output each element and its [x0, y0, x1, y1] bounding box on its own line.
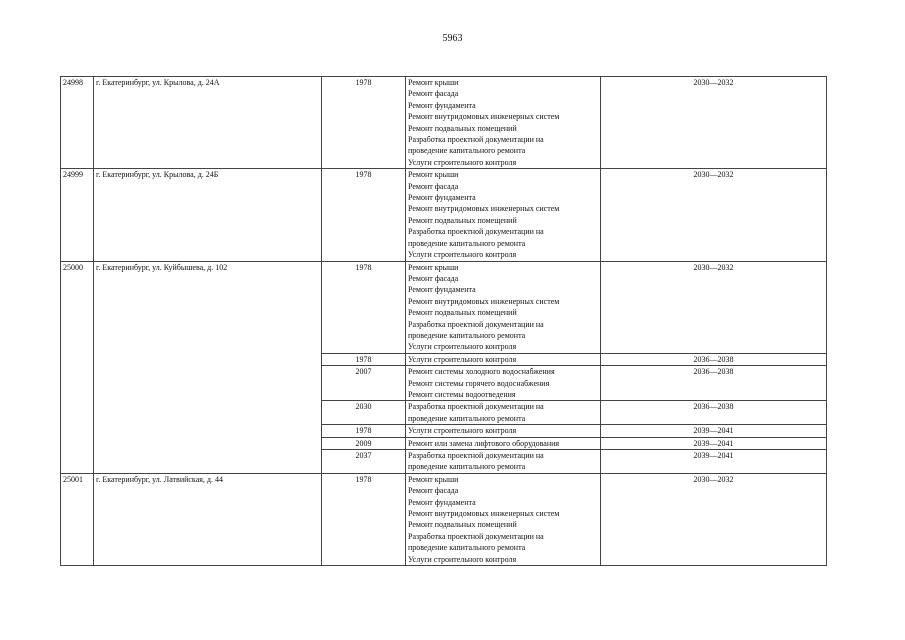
repair-year: 1978: [322, 353, 406, 365]
repair-year: 1978: [322, 261, 406, 353]
repair-period: 2030—2032: [601, 77, 827, 169]
repair-works: [406, 437, 601, 449]
repair-period: 2039—2041: [601, 425, 827, 437]
repair-work-item: Ремонт крыши: [408, 262, 459, 272]
repair-work-item: Ремонт системы горячего водоснабжения: [408, 378, 550, 388]
repair-year: 2030: [322, 401, 406, 425]
repair-work-item: Ремонт подвальных помещений: [408, 308, 517, 318]
table-row: [61, 261, 827, 353]
repair-work-item: Услуги строительного контроля: [408, 250, 517, 260]
repair-work-item: Ремонт фундамента: [408, 100, 476, 110]
table-row: [61, 473, 827, 565]
repair-works: [406, 353, 601, 365]
repair-work-item: Ремонт системы водоотведения: [408, 389, 516, 399]
repair-work-item: Разработка проектной документации на: [408, 227, 544, 237]
repair-work-item: проведение капитального ремонта: [408, 413, 526, 423]
repair-year: 2007: [322, 366, 406, 401]
repair-period: 2039—2041: [601, 437, 827, 449]
repair-year: 1978: [322, 169, 406, 261]
repair-work-item: Ремонт фасада: [408, 181, 459, 191]
page-number: 5963: [442, 33, 463, 44]
repair-work-item: Разработка проектной документации на: [408, 319, 544, 329]
repair-works: [406, 77, 601, 169]
table-body: [61, 77, 827, 566]
repair-year: 1978: [322, 77, 406, 169]
repair-work-item: Ремонт подвальных помещений: [408, 123, 517, 133]
repair-works: [406, 169, 601, 261]
repair-year: 2037: [322, 450, 406, 474]
repair-works: [406, 425, 601, 437]
repair-work-item: Ремонт фасада: [408, 273, 459, 283]
repair-period: 2030—2032: [601, 169, 827, 261]
repair-year: 2009: [322, 437, 406, 449]
repair-works: [406, 366, 601, 401]
table-row: [61, 169, 827, 261]
repair-work-item: Ремонт внутридомовых инженерных систем: [408, 509, 560, 519]
repair-work-item: проведение капитального ремонта: [408, 543, 526, 553]
repair-work-item: Услуги строительного контроля: [408, 554, 517, 564]
repair-work-item: Разработка проектной документации на: [408, 135, 544, 145]
repair-year: 1978: [322, 425, 406, 437]
repair-work-item: Ремонт или замена лифтового оборудования: [408, 438, 560, 448]
record-address: г. Екатеринбург, ул. Крылова, д. 24А: [94, 77, 322, 169]
repair-work-item: Ремонт крыши: [408, 170, 459, 180]
repair-work-item: Услуги строительного контроля: [408, 426, 517, 436]
repair-work-item: проведение капитального ремонта: [408, 146, 526, 156]
repair-year: 1978: [322, 473, 406, 565]
repair-work-item: Ремонт фасада: [408, 89, 459, 99]
repair-works: [406, 473, 601, 565]
repair-works: [406, 261, 601, 353]
record-number: 24999: [61, 169, 94, 261]
record-address: г. Екатеринбург, ул. Латвийская, д. 44: [94, 473, 322, 565]
record-address: г. Екатеринбург, ул. Куйбышева, д. 102: [94, 261, 322, 473]
repair-work-item: Ремонт внутридомовых инженерных систем: [408, 296, 560, 306]
record-number: 25000: [61, 261, 94, 473]
repair-work-item: проведение капитального ремонта: [408, 238, 526, 248]
repair-work-item: проведение капитального ремонта: [408, 330, 526, 340]
repair-work-item: Услуги строительного контроля: [408, 342, 517, 352]
repair-work-item: Ремонт фундамента: [408, 285, 476, 295]
repair-work-item: Ремонт крыши: [408, 474, 459, 484]
record-number: 24998: [61, 77, 94, 169]
record-number: 25001: [61, 473, 94, 565]
repair-period: 2030—2032: [601, 473, 827, 565]
repair-period: 2030—2032: [601, 261, 827, 353]
repair-work-item: Ремонт фасада: [408, 486, 459, 496]
repair-work-item: Ремонт фундамента: [408, 193, 476, 203]
repair-work-item: Разработка проектной документации на: [408, 531, 544, 541]
repair-work-item: Ремонт подвальных помещений: [408, 520, 517, 530]
repair-work-item: Ремонт внутридомовых инженерных систем: [408, 204, 560, 214]
repair-work-item: Ремонт системы холодного водоснабжения: [408, 367, 555, 377]
repair-work-item: Ремонт подвальных помещений: [408, 215, 517, 225]
repair-works: [406, 450, 601, 474]
repair-work-item: Ремонт внутридомовых инженерных систем: [408, 112, 560, 122]
repair-work-item: Услуги строительного контроля: [408, 157, 517, 167]
capital-repair-table: [60, 76, 827, 566]
repair-work-item: Разработка проектной документации на: [408, 451, 544, 460]
repair-work-item: проведение капитального ремонта: [408, 462, 526, 472]
repair-period: 2036—2038: [601, 366, 827, 401]
repair-work-item: Ремонт крыши: [408, 78, 459, 87]
repair-works: [406, 401, 601, 425]
repair-work-item: Разработка проектной документации на: [408, 402, 544, 412]
repair-work-item: Ремонт фундамента: [408, 497, 476, 507]
repair-period: 2036—2038: [601, 401, 827, 425]
table-row: [61, 77, 827, 169]
repair-period: 2036—2038: [601, 353, 827, 365]
record-address: г. Екатеринбург, ул. Крылова, д. 24Б: [94, 169, 322, 261]
repair-work-item: Услуги строительного контроля: [408, 354, 517, 364]
repair-period: 2039—2041: [601, 450, 827, 474]
